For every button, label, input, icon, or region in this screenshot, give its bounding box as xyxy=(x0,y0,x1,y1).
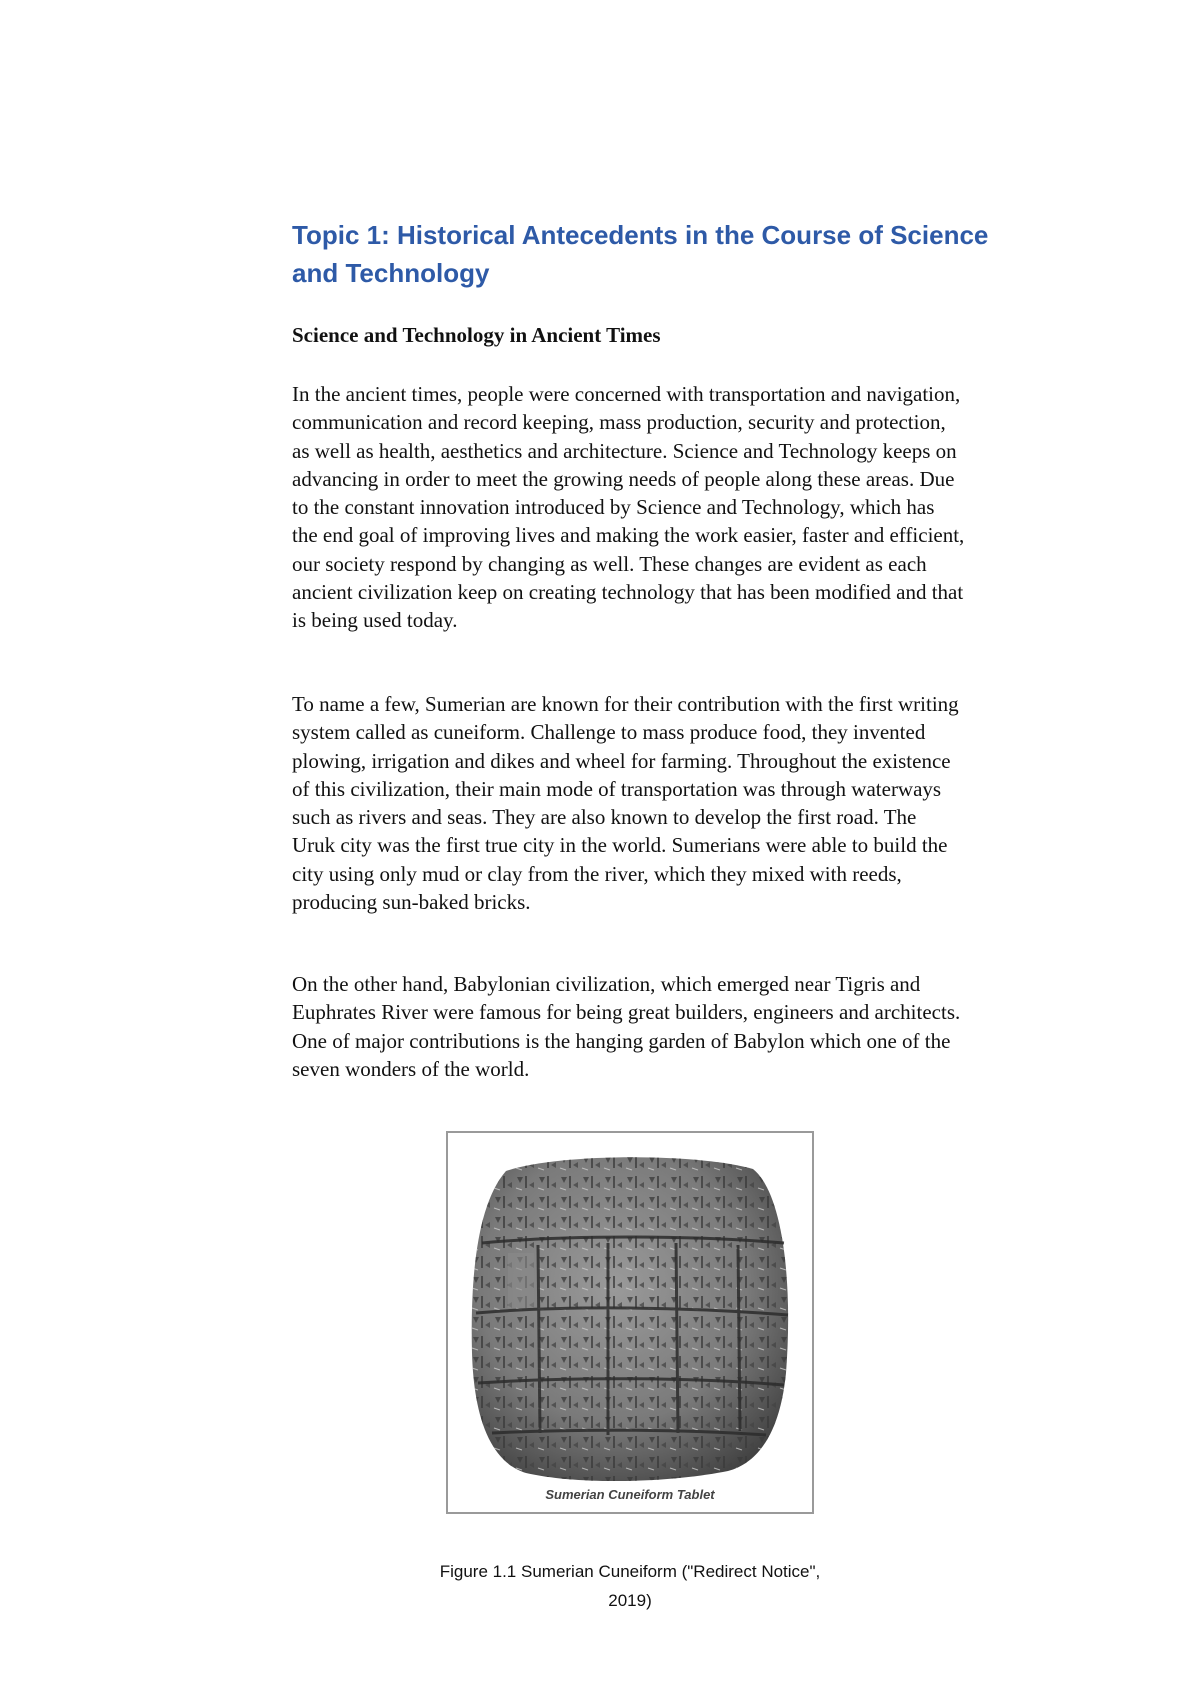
paragraph-line: our society respond by changing as well. These changes are evident as each xyxy=(292,551,927,576)
figure-caption-line-1: Figure 1.1 Sumerian Cuneiform ("Redirect Notice", xyxy=(439,1562,821,1581)
section-heading: Science and Technology in Ancient Times xyxy=(292,323,661,347)
paragraph-line: city using only mud or clay from the river, which they mixed with reeds, xyxy=(292,861,902,886)
paragraph-line: of this civilization, their main mode of transportation was through waterways xyxy=(292,776,942,801)
figure-caption-line-2: 2019) xyxy=(608,1591,652,1610)
paragraph-line: Uruk city was the first true city in the world. Sumerians were able to build the xyxy=(292,833,948,858)
paragraph-line: to the constant innovation introduced by Science and Technology, which has xyxy=(292,495,935,520)
paragraph-line: the end goal of improving lives and making the work easier, faster and efficient, xyxy=(292,523,965,548)
cuneiform-tablet-image xyxy=(448,1133,812,1512)
paragraph-line: such as rivers and seas. They are also known to develop the first road. The xyxy=(292,805,917,830)
paragraph-line: is being used today. xyxy=(292,608,458,633)
paragraph-line: producing sun-baked bricks. xyxy=(292,890,531,915)
paragraph-line: ancient civilization keep on creating technology that has been modified and that xyxy=(292,580,964,605)
paragraph-line: In the ancient times, people were concerned with transportation and navigation, xyxy=(292,382,961,406)
topic-title-line-1: Topic 1: Historical Antecedents in the Course of Science xyxy=(292,220,989,250)
paragraph-line: system called as cuneiform. Challenge to mass produce food, they invented xyxy=(292,720,926,745)
paragraph-line: On the other hand, Babylonian civilization, which emerged near Tigris and xyxy=(292,972,921,996)
paragraph-line: communication and record keeping, mass production, security and protection, xyxy=(292,410,946,435)
paragraph-line: One of major contributions is the hanging garden of Babylon which one of the xyxy=(292,1028,951,1053)
paragraph-line: To name a few, Sumerian are known for their contribution with the first writing xyxy=(292,692,959,716)
paragraph-line: advancing in order to meet the growing needs of people along these areas. Due xyxy=(292,466,955,491)
paragraph-ancient-times xyxy=(292,380,1092,635)
paragraph-babylonian xyxy=(292,970,1092,1083)
paragraph-line: Euphrates River were famous for being great builders, engineers and architects. xyxy=(292,1000,961,1025)
paragraph-line: as well as health, aesthetics and architecture. Science and Technology keeps on xyxy=(292,438,957,463)
topic-title xyxy=(292,216,1082,292)
paragraph-sumerian xyxy=(292,690,1092,916)
figure-caption xyxy=(400,1557,860,1615)
paragraph-line: seven wonders of the world. xyxy=(292,1056,530,1081)
tablet-image-label: Sumerian Cuneiform Tablet xyxy=(545,1487,715,1502)
cuneiform-tablet-figure xyxy=(446,1131,814,1514)
paragraph-line: plowing, irrigation and dikes and wheel for farming. Throughout the existence xyxy=(292,748,951,773)
topic-title-line-2: and Technology xyxy=(292,258,490,288)
